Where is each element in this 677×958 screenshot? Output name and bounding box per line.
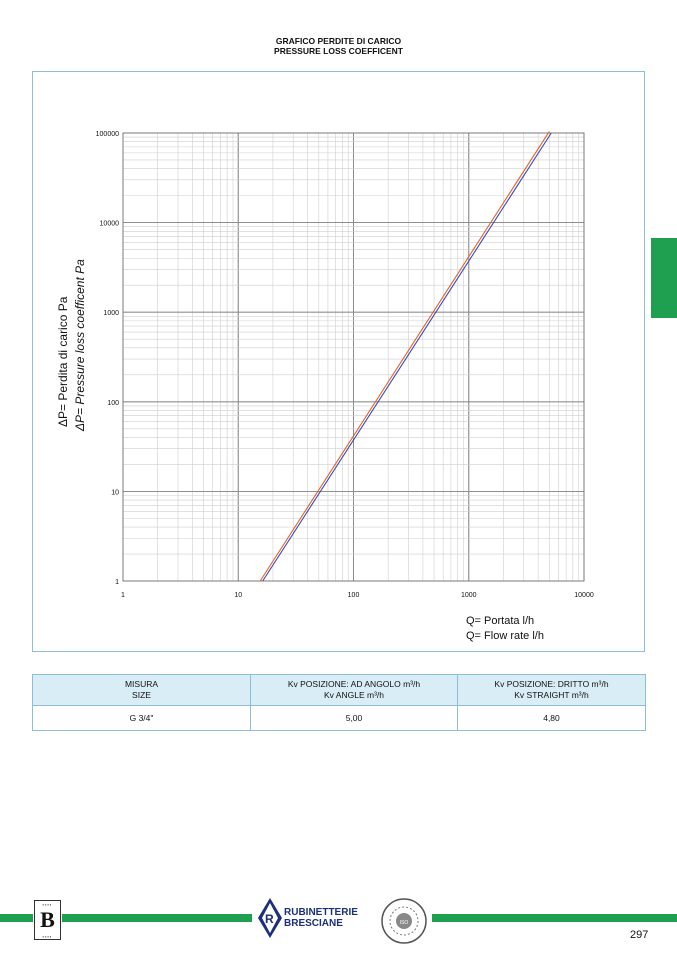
x-tick-label: 10 [234,592,243,599]
section-tab [651,238,677,318]
x-axis-label-it: Q= Portata l/h [466,615,535,627]
header-kv-angle: Kv POSIZIONE: AD ANGOLO m³/h Kv ANGLE m³/h [251,675,458,706]
chart-tick-labels [96,131,594,599]
footer-bar-right [432,914,677,922]
y-tick-label: 10 [111,489,119,497]
company-b-logo: ▪▪▪▪ B ▪▪▪▪ [34,900,61,940]
x-tick-label: 1000 [460,592,477,599]
cell-kv-angle: 5,00 [251,706,458,731]
header-size: MISURA SIZE [33,675,251,706]
x-tick-label: 10000 [574,592,594,599]
y-tick-label: 1 [115,579,119,586]
chart-title-en: PRESSURE LOSS COEFFICENT [274,46,403,56]
x-tick-label: 100 [347,592,360,599]
kv-table [32,674,646,731]
table-header-row [33,675,646,706]
cell-size: G 3/4" [33,706,251,731]
y-tick-label: 10000 [99,220,119,228]
x-tick-label: 1 [121,592,125,599]
y-axis-label-it: ΔP= Perdita di carico Pa [56,296,70,427]
header-kv-straight: Kv POSIZIONE: DRITTO m³/h Kv STRAIGHT m³/h [458,675,646,706]
y-tick-label: 1000 [103,310,119,318]
x-axis-label-en: Q= Flow rate l/h [466,630,544,642]
y-tick-label: 100000 [95,131,119,138]
chart-grid [123,133,584,581]
chart-title-it: GRAFICO PERDITE DI CARICO [275,36,402,46]
brand-name: RUBINETTERIE BRESCIANE [284,907,358,929]
iso-certification-seal-icon [380,897,428,945]
footer-bar-middle [62,914,252,922]
footer-bar-left [0,914,33,922]
svg-text:ISO: ISO [399,920,409,926]
page-number: 297 [630,929,649,941]
chart-series [260,131,551,581]
cell-kv-straight: 4,80 [458,706,646,731]
y-axis-label-en: ΔP= Pressure loss coefficent Pa [73,259,87,431]
series-line-2 [263,133,552,581]
y-tick-label: 100 [107,399,119,407]
table-row [33,706,646,731]
svg-text:R: R [265,912,274,926]
series-line-1 [260,131,549,581]
